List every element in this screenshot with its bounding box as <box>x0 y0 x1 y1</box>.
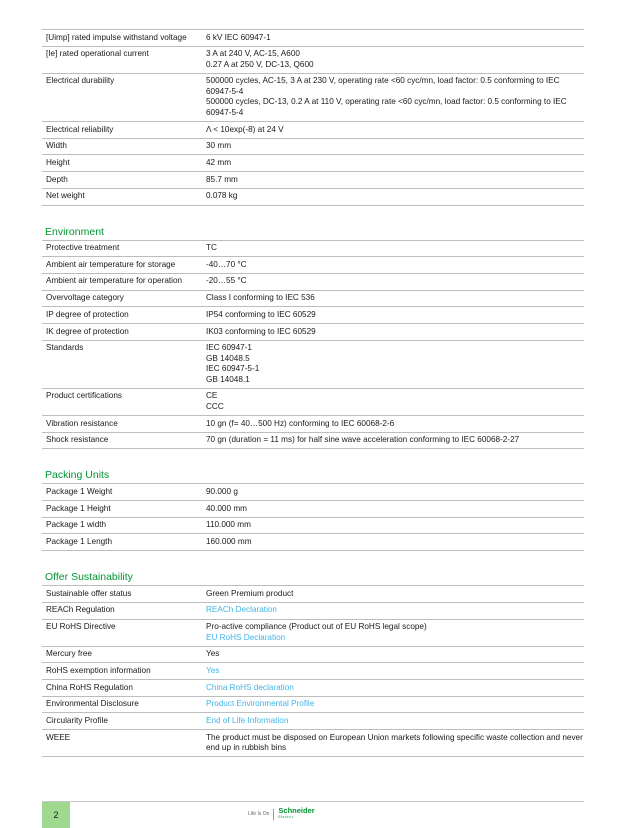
value-line: 30 mm <box>206 141 232 151</box>
logo-brand <box>278 807 314 821</box>
value-line: IP54 conforming to IEC 60529 <box>206 309 316 319</box>
table-row <box>42 47 584 74</box>
schneider-logo <box>248 807 315 821</box>
value-line: CE <box>206 391 218 401</box>
row-label-ambient-air-temperature-for-storage: Ambient air temperature for storage <box>46 259 176 269</box>
table-row <box>42 585 584 603</box>
table-row <box>42 74 584 122</box>
row-value <box>202 680 584 696</box>
row-label-overvoltage-category: Overvoltage category <box>46 293 124 303</box>
row-value <box>202 620 584 646</box>
specs-table <box>42 29 584 206</box>
environment-table <box>42 240 584 450</box>
logo-brand-sub: Electric <box>278 815 294 819</box>
row-label-protective-treatment: Protective treatment <box>46 243 120 253</box>
row-value <box>202 586 584 602</box>
table-row <box>42 341 584 389</box>
row-label-width: Width <box>46 141 67 151</box>
value-line: 110.000 mm <box>206 520 251 530</box>
logo-brand-name: Schneider <box>278 806 315 815</box>
row-label-uimp-rated-impulse-withstand-voltage: [Uimp] rated impulse withstand voltage <box>46 32 187 42</box>
logo-tagline: Life Is On <box>248 811 270 817</box>
table-row <box>42 240 584 258</box>
row-label-china-rohs-regulation: China RoHS Regulation <box>46 682 133 692</box>
row-value <box>202 291 584 307</box>
table-row <box>42 29 584 47</box>
row-label-rohs-exemption-information: RoHS exemption information <box>46 665 151 675</box>
table-row <box>42 139 584 156</box>
row-value <box>202 307 584 323</box>
row-label-depth: Depth <box>46 174 68 184</box>
table-row <box>42 122 584 139</box>
row-label-weee: WEEE <box>46 732 71 742</box>
row-label-product-certifications: Product certifications <box>46 391 122 401</box>
row-value <box>202 647 584 663</box>
row-value <box>202 241 584 257</box>
row-value <box>202 341 584 388</box>
row-value <box>202 501 584 517</box>
value-line: GB 14048.1 <box>206 374 250 384</box>
document-link[interactable]: China RoHS declaration <box>206 682 294 692</box>
table-row <box>42 713 584 730</box>
table-row <box>42 680 584 697</box>
row-value <box>202 30 584 46</box>
row-value <box>202 155 584 171</box>
row-value <box>202 603 584 619</box>
row-label-eu-rohs-directive: EU RoHS Directive <box>46 622 116 632</box>
value-line: 40.000 mm <box>206 503 247 513</box>
footer-divider <box>42 801 584 802</box>
value-line: Class I conforming to IEC 536 <box>206 293 315 303</box>
value-line: 10 gn (f= 40…500 Hz) conforming to IEC 60068-2-6 <box>206 418 395 428</box>
row-value <box>202 697 584 713</box>
row-label-electrical-durability: Electrical durability <box>46 76 115 86</box>
table-row <box>42 483 584 501</box>
row-label-package-1-length: Package 1 Length <box>46 537 113 547</box>
row-label-mercury-free: Mercury free <box>46 649 92 659</box>
datasheet <box>42 29 584 757</box>
value-line: Λ < 10exp(-8) at 24 V <box>206 124 284 134</box>
table-row <box>42 324 584 341</box>
value-line: 6 kV IEC 60947-1 <box>206 32 271 42</box>
row-label-electrical-reliability: Electrical reliability <box>46 124 114 134</box>
value-line: -40…70 °C <box>206 259 247 269</box>
section-title-environment: Environment <box>45 225 104 238</box>
value-line: 42 mm <box>206 158 232 168</box>
value-line: 90.000 g <box>206 486 238 496</box>
value-line: Green Premium product <box>206 588 294 598</box>
table-row <box>42 155 584 172</box>
table-row <box>42 189 584 206</box>
table-row <box>42 172 584 189</box>
value-line: 500000 cycles, AC-15, 3 A at 230 V, operating rate <60 cyc/mn, load factor: 0.5 conforming to IEC 60947-5-4 <box>206 76 560 96</box>
row-value <box>202 730 584 756</box>
row-value <box>202 713 584 729</box>
row-label-ie-rated-operational-current: [Ie] rated operational current <box>46 49 149 59</box>
table-row <box>42 697 584 714</box>
row-value <box>202 172 584 188</box>
table-row <box>42 416 584 433</box>
table-row <box>42 291 584 308</box>
value-line: -20…55 °C <box>206 276 247 286</box>
row-label-ambient-air-temperature-for-operation: Ambient air temperature for operation <box>46 276 183 286</box>
row-value <box>202 484 584 500</box>
table-row <box>42 534 584 551</box>
row-value <box>202 139 584 155</box>
value-line: The product must be disposed on European Union markets following specific waste collection and never end up in rubbish bins <box>206 732 583 753</box>
value-line: IK03 conforming to IEC 60529 <box>206 326 316 336</box>
section-title-packing: Packing Units <box>45 469 110 482</box>
table-row <box>42 663 584 680</box>
row-label-circularity-profile: Circularity Profile <box>46 716 108 726</box>
row-value <box>202 47 584 73</box>
row-label-shock-resistance: Shock resistance <box>46 435 109 445</box>
row-value <box>202 324 584 340</box>
value-line: 0.27 A at 250 V, DC-13, Q600 <box>206 59 314 69</box>
logo-separator <box>273 809 274 820</box>
table-row <box>42 730 584 757</box>
row-label-package-1-height: Package 1 Height <box>46 503 111 513</box>
document-link[interactable]: EU RoHS Declaration <box>206 632 286 642</box>
row-value <box>202 257 584 273</box>
table-row <box>42 620 584 647</box>
table-row <box>42 433 584 450</box>
document-link[interactable]: End of Life Information <box>206 716 289 726</box>
row-value <box>202 389 584 415</box>
row-value <box>202 74 584 121</box>
document-link[interactable]: REACh Declaration <box>206 605 277 615</box>
table-row <box>42 274 584 291</box>
section-title-sustainability: Offer Sustainability <box>45 571 133 584</box>
value-line: 0.078 kg <box>206 191 238 201</box>
table-row <box>42 501 584 518</box>
row-label-vibration-resistance: Vibration resistance <box>46 418 118 428</box>
row-label-sustainable-offer-status: Sustainable offer status <box>46 588 132 598</box>
row-label-package-1-weight: Package 1 Weight <box>46 486 113 496</box>
packing-table <box>42 483 584 551</box>
table-row <box>42 389 584 416</box>
row-label-standards: Standards <box>46 343 84 353</box>
table-row <box>42 518 584 535</box>
document-link[interactable]: Yes <box>206 665 220 675</box>
row-value <box>202 189 584 205</box>
document-link[interactable]: Product Environmental Profile <box>206 699 315 709</box>
value-line: TC <box>206 243 217 253</box>
page-number: 2 <box>42 802 70 828</box>
row-value <box>202 274 584 290</box>
value-line: GB 14048.5 <box>206 353 250 363</box>
table-row <box>42 647 584 664</box>
row-value <box>202 416 584 432</box>
value-line: 3 A at 240 V, AC-15, A600 <box>206 49 300 59</box>
table-row <box>42 307 584 324</box>
value-line: IEC 60947-1 <box>206 343 252 353</box>
row-value <box>202 663 584 679</box>
table-row <box>42 603 584 620</box>
row-label-environmental-disclosure: Environmental Disclosure <box>46 699 139 709</box>
row-value <box>202 433 584 449</box>
value-line: 85.7 mm <box>206 174 238 184</box>
value-line: Yes <box>206 649 220 659</box>
value-line: Pro-active compliance (Product out of EU RoHS legal scope) <box>206 622 427 632</box>
table-row <box>42 257 584 274</box>
value-line: 70 gn (duration = 11 ms) for half sine wave acceleration conforming to IEC 60068-2-27 <box>206 435 520 445</box>
row-label-net-weight: Net weight <box>46 191 85 201</box>
row-label-ip-degree-of-protection: IP degree of protection <box>46 309 129 319</box>
row-label-reach-regulation: REACh Regulation <box>46 605 115 615</box>
value-line: IEC 60947-5-1 <box>206 364 260 374</box>
row-value <box>202 534 584 550</box>
row-value <box>202 518 584 534</box>
row-label-height: Height <box>46 158 70 168</box>
row-label-package-1-width: Package 1 width <box>46 520 107 530</box>
value-line: 160.000 mm <box>206 537 252 547</box>
row-value <box>202 122 584 138</box>
value-line: CCC <box>206 401 224 411</box>
sustainability-table <box>42 585 584 757</box>
value-line: 500000 cycles, DC-13, 0.2 A at 110 V, operating rate <60 cyc/mn, load factor: 0.5 conforming to IEC 60947-5-4 <box>206 97 567 117</box>
row-label-ik-degree-of-protection: IK degree of protection <box>46 326 129 336</box>
